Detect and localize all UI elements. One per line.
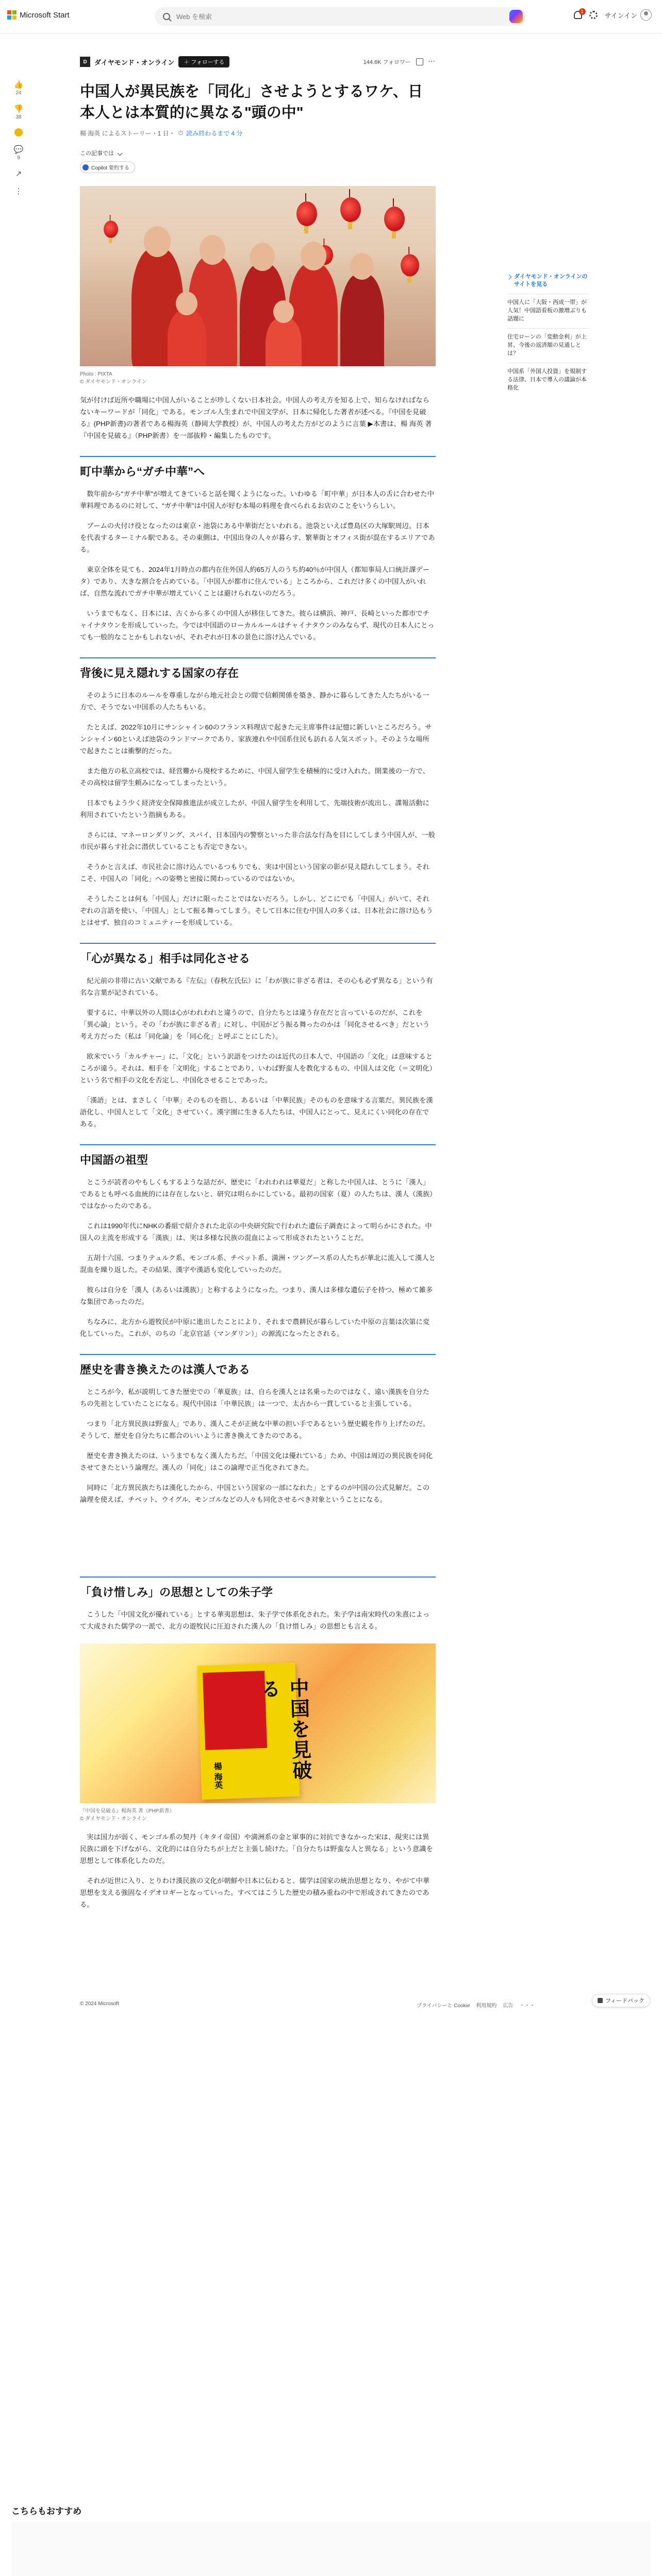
signin-label: サインイン	[604, 11, 637, 20]
like-count: 24	[15, 90, 22, 96]
person-figure	[266, 317, 302, 366]
open-external-icon[interactable]	[416, 58, 423, 65]
footer-link-privacy[interactable]: プライバシーと Cookie	[417, 2003, 470, 2009]
search-bar[interactable]	[155, 7, 526, 26]
share-button[interactable]	[11, 169, 26, 178]
ai-summary-label: この記事では	[80, 150, 114, 157]
body-paragraph: 要するに、中華以外の人間は心がわれわれと違うので、自分たちとは違う存在だと言っているのだが、これを「異心論」という。その「わが族に非ざる者」に対し、中国がどう振る舞ったのかは「同化させるべき」だという考え方だった（私は「同化論」を「同心化」と呼ぶことにした）。	[80, 1009, 430, 1040]
byline	[80, 129, 436, 138]
promo-site-link[interactable]	[507, 273, 590, 289]
article	[80, 55, 436, 1910]
article-body	[80, 394, 436, 1910]
body-paragraph: 「漢語」とは、まさしく「中華」そのものを指し、あるいは「中華民族」そのものを意味する言葉だ。異民族を漢語化し、中国人として「文化」させていく。漢字圏に生きる人たちは、中国人にとって、見えにくい同化の存在である。	[80, 1096, 433, 1128]
copilot-chip-label: Copilot 要約する	[91, 165, 129, 171]
body-paragraph: たとえば、2022年10月にサンシャイン60のフランス料理店で起きた元主席事件は記憶に新しいところだろう。サンシャイン60といえば池袋のランドマークであり、家族連れや中国系住民も訪れる人気スポット。そのような場所で起きたことは衝撃的だった。	[80, 723, 432, 755]
body-paragraph: ところが今、私が説明してきた歴史での「華夏族」は、自らを漢人とは名乗ったのではなく、遠い漢族を自分たちの先祖としていたことになる。現代中国は「中華民族」は一つで、太古から一貫していると主張している。	[80, 1388, 429, 1408]
author-line: 楊 海英 によるストーリー・1 日・	[80, 130, 175, 137]
promo-item[interactable]: 中国系「外国人投資」を規制する法律、日本で導入の議論が本格化	[507, 363, 590, 392]
feedback-label: フィードバック	[605, 1998, 644, 2004]
lantern-decoration	[401, 254, 419, 276]
chevron-right-icon	[507, 275, 512, 280]
more-button[interactable]	[11, 187, 26, 196]
publisher-logo-icon[interactable]: D	[80, 57, 90, 67]
reaction-rail	[11, 80, 27, 204]
feedback-button[interactable]	[592, 1994, 650, 2007]
person-head	[301, 242, 326, 270]
body-paragraph: 東京全体を見ても、2024年1月時点の都内在住外国人約65万人のうち約40％が中国人（都知事局人口統計課データ）であり、大きな割合を占めている。「中国人が都市に住んでいる」ところから、これだけ多くの中国人がいれば、自然な流れでガチ中華が増えていくことは避けられないのだろう。	[80, 566, 430, 597]
footer-link-more[interactable]: ・・・	[519, 2003, 535, 2009]
body-paragraph: 歴史を書き換えたのは、いうまでもなく漢人たちだ。「中国文化は優れている」ため、中国は周辺の異民族を同化させてきたという論理だ。漢人の「同化」はこの論理で正当化されてきた。	[80, 1452, 433, 1471]
section-heading: 「心が異なる」相手は同化させる	[80, 943, 436, 967]
hero-image	[80, 186, 436, 366]
search-icon	[163, 13, 170, 20]
lantern-decoration	[296, 201, 317, 226]
like-button[interactable]	[11, 80, 26, 96]
body-paragraph: とこうが読者のやもしくもするような話だが、歴史に「われわれは華夏だ」と称した中国人は、とうに「漢人」であるとも呼べる血統的には存在しないと、研究は明らかにしている。最初の国家（夏）の人たちは、漢人（漢族）ではなかったのである。	[80, 1178, 433, 1210]
footer-link-ads[interactable]: 広告	[503, 2003, 514, 2009]
person-head	[273, 300, 294, 323]
footer-link-terms[interactable]: 利用規約	[476, 2003, 497, 2009]
recommend-heading: こちらもおすすめ	[11, 2506, 82, 2516]
body-paragraph: これは1990年代にNHKの番組で紹介された北京の中央研究院で行われた遺伝子調査によって明らかにされた。中国人の主流を形成する「漢族」は、実は多様な民族の混血によって形成されたということだ。	[80, 1222, 432, 1242]
person-head	[350, 253, 374, 280]
person-head	[250, 243, 275, 271]
person-figure	[168, 310, 206, 366]
more-icon: ⋮	[14, 187, 23, 196]
body-paragraph: そのように日本のルールを尊重しながら地元社会との間で信頼関係を築き、静かに暮らしてきた人たちがいる一方で、そうでない中国系の人たちもいる。	[80, 691, 429, 711]
copilot-icon[interactable]	[509, 10, 523, 23]
body-paragraph: さらには、マネーロンダリング、スパイ、日本国内の警察といった非合法な行為を目にしてしまう中国人が、一般市民が暮らす社会に潜伏していることも否定できない。	[80, 831, 435, 851]
read-time: 読み終わるまで 4 分	[186, 130, 243, 137]
follower-count: 144.6K フォロワー	[363, 59, 411, 65]
hero-caption-text: Photo : PIXTA	[80, 371, 112, 377]
body-paragraph: 紀元前の非帯に古い文献である『左伝』（春秋左氏伝）に「わが族に非ざる者は、その心も必ず異なる」という有名な言葉が記されている。	[80, 977, 433, 996]
body-paragraph: また他方の私立高校では、経営難から廃校するために、中国人留学生を積極的に受け入れた。開業後の一方で、その高校は留学生頼みになってしまったという。	[80, 767, 429, 787]
section-heading: 中国語の祖型	[80, 1144, 436, 1168]
body-paragraph: 日本でもよう少く経済安全保障推進法が成立したが、中国人留学生を利用して、先端技術が流出し、諜報活動に利用されていたという指摘もある。	[80, 799, 429, 819]
comment-icon: 💬	[13, 145, 24, 154]
section-heading: 背後に見え隠れする国家の存在	[80, 657, 436, 681]
spacer	[80, 1505, 436, 1562]
body-paragraph: ブームの火付け役となったのは東京・池袋にある中華街だといわれる。池袋といえば豊島区の大塚駅周辺。日本を代表するターミナル駅である。その東側は、中国出身の人々が暮らす、繁華街とオフィス街が混在するエリアである。	[80, 522, 435, 553]
section-heading: 「負け惜しみ」の思想としての朱子学	[80, 1577, 436, 1600]
thumbs-up-icon: 👍	[13, 80, 24, 89]
recommend-feed	[11, 2522, 651, 2576]
hero-caption	[80, 370, 436, 386]
body-paragraph: そうしたことは何も「中国人」だけに限ったことではないだろう。しかし、どこにでも「中国人」がいて、それぞれの言語を使い、「中国人」として振る舞ってしまう。そして日本に住む中国人の多くは、日本社会に溶け込もうとはせず、独自のコミュニティーを形成している。	[80, 895, 433, 926]
more-options-icon[interactable]: ···	[428, 59, 436, 65]
body-paragraph: つまり「北方異民族は野蛮人」であり、漢人こそが正統な中華の担い手であるという歴史観を作り上げたのだ。そうして、歴史を自分たちに都合のいいように書き換えてきたのである。	[80, 1420, 430, 1439]
brand-logo[interactable]	[7, 10, 70, 20]
promo-item[interactable]: 住宅ローンの「変動金利」が上昇、今後の返済額の見通しとは？	[507, 328, 590, 358]
dislike-count: 38	[15, 114, 22, 120]
notification-badge: 1	[579, 8, 586, 15]
body-paragraph: そうかと言えば、市民社会に溶け込んでいるつもりでも、実は中国という国家の影が見え隠れしてしまう。それこそ、中国人の「同化」への姿勢と密接に関わっているのではないか。	[80, 863, 430, 883]
body-paragraph: 五胡十六国、つまりテュルク系、モンゴル系、チベット系、満洲・ツングース系の人たちが華北に流入して漢人と混血を繰り返した。その結果、漢字や漢語も変化していったのだ。	[80, 1254, 436, 1274]
body-paragraph: こうした「中国文化が優れている」とする華夷思想は、朱子学で体系化された。朱子学は南宋時代の朱熹によって大成された儒学の一派で、北方の遊牧民に圧迫された漢人の「負け惜しみ」の思想とも言える。	[80, 1611, 430, 1630]
share-icon: ↗	[15, 170, 22, 178]
ai-summary-toggle[interactable]	[80, 149, 286, 157]
body-paragraph: 欧米でいう「カルチャー」に、「文化」という訳語をつけたのは近代の日本人で、中国語の「文化」は意味するところが違う。それは、相手を「文明化」することであり、いわば野蛮人を教化するもの、中国人は文化（＝文明化）という名で相手の文化を否定し、中国化させることであった。	[80, 1053, 433, 1084]
settings-gear-icon[interactable]	[589, 11, 598, 19]
lantern-decoration	[384, 207, 405, 231]
publisher-promo	[507, 273, 590, 392]
comment-button[interactable]	[11, 145, 26, 161]
article-title: 中国人が異民族を「同化」させようとするワケ、日本人とは本質的に異なる"頭の中"	[80, 83, 423, 121]
section-heading: 歴史を書き換えたのは漢人である	[80, 1354, 436, 1378]
publisher-bar	[80, 55, 436, 69]
person-head	[200, 235, 225, 265]
body-paragraph: 同時に「北方異民族たちは漢化したから、中国という国家の一部になれた」とするのが中国の公式見解だ。この論理を使えば、チベット、ウイグル、モンゴルなどの人々も同化させるべき対象ということになる。	[80, 1484, 430, 1503]
avatar-icon	[640, 9, 652, 21]
clock-icon: ⏱	[178, 129, 184, 137]
smile-icon	[14, 128, 23, 137]
ai-summary-box	[80, 149, 286, 174]
intro-paragraph: 気が付けば近所や職場に中国人がいることが珍しくない日本社会。中国人の考え方を知る上で、知らなければならないキーワードが「同化」である。モンゴル人生まれで中国文学が、日本に帰化した著者が述べる。『中国を見破る』(PHP新書)の著者である楊海英（静岡大学教授）が、中国人の考えた方がどのように言葉 ▶本書は、楊 海英 著『中国を見破る』（PHP新書）を一部抜粋・編集したものです。	[80, 396, 432, 439]
copilot-chip-icon	[82, 164, 89, 171]
book-cover	[197, 1663, 311, 1800]
book-cover-title: 中国を見破る	[257, 1677, 311, 1782]
reaction-emoji-button[interactable]	[11, 128, 26, 137]
section-heading: 町中華から“ガチ中華”へ	[80, 456, 436, 480]
follow-button[interactable]: ＋ フォローする	[178, 56, 229, 67]
body-paragraph: 実は国力が弱く、モンゴル系の契丹（キタイ帝国）や満洲系の金と軍事的に対抗できなかった宋は、現実には異民族に頭を下げながら、文化的には自分たちが上だと主張し続けた。「自分たちは野蛮な人と異なる」という意識を思想として体系化したのだ。	[80, 1833, 433, 1865]
lantern-decoration	[340, 197, 361, 222]
body-paragraph: 数年前から“ガチ中華”が増えてきていると話を聞くようになった。いわゆる「町中華」が日本人の舌に合わせた中華料理であるのに対して、“ガチ中華”は中国人が好む本場の料理を食べられるお店のことをいうらしい。	[80, 490, 434, 510]
promo-item[interactable]: 中国人に「大阪・西成一帯」が人気！中国語看板の激増ぶりも話題に	[507, 294, 590, 323]
hero-credit: © ダイヤモンド・オンライン	[80, 379, 147, 385]
brand-name: Microsoft Start	[20, 10, 70, 20]
body-paragraph: ちなみに、北方から遊牧民が中原に進出したことにより、それまで農耕民が暮らしていた中原の言葉は次第に変化していった。これが、のちの「北京官話（マンダリン）」の源流になったとされる。	[80, 1318, 430, 1337]
body-paragraph: いうまでもなく、日本には、古くから多くの中国人が移住してきた。彼らは横浜、神戸、長崎といった都市でチャイナタウンを形成していった。今では中国語のローカルルールはチャイナタウンのみならず、現代の日本人にとっても一般的なことかもしれないが、それぞれが日本の景色に溶け込んでいる。	[80, 609, 435, 641]
copilot-summary-chip[interactable]	[80, 161, 135, 173]
book-image	[80, 1643, 436, 1803]
publisher-name[interactable]: ダイヤモンド・オンライン	[94, 58, 175, 66]
signin-button[interactable]	[605, 9, 652, 21]
person-figure	[340, 274, 384, 366]
top-bar	[0, 0, 662, 33]
feedback-icon	[598, 1998, 603, 2003]
body-paragraph: それが近世に入り、とりわけ漢民族の文化が朝鮮や日本に伝わると、儒学は国家の統治思想となり、やがて中華思想を支える強固なイデオロギーとなっていった。すべてはこうした歴史の積み重ねの中で形成されてきたのである。	[80, 1877, 430, 1908]
person-head	[176, 292, 197, 315]
book-cover-author: 楊 海英	[212, 1761, 222, 1789]
lantern-decoration	[104, 221, 118, 238]
body-paragraph: 彼らは自分を「漢人（あるいは漢族）」と称するようになった。つまり、漢人は多様な遺伝子を持つ、極めて雑多な集団であったのだ。	[80, 1286, 433, 1306]
book-caption-text: 『中国を見破る』楊海英 著（PHP新書）	[80, 1808, 175, 1814]
chevron-down-icon	[118, 150, 123, 156]
promo-head-label: ダイヤモンド・オンラインのサイトを見る	[514, 274, 588, 287]
footer-bar	[0, 1998, 662, 2011]
dislike-button[interactable]	[11, 104, 26, 120]
book-caption	[80, 1807, 436, 1823]
copyright: © 2024 Microsoft	[80, 2001, 119, 2007]
person-head	[144, 226, 171, 257]
thumbs-down-icon: 👎	[13, 105, 24, 113]
microsoft-logo-icon	[7, 10, 16, 20]
book-credit: © ダイヤモンド・オンライン	[80, 1816, 147, 1822]
comment-count: 9	[17, 155, 20, 161]
notification-bell-icon[interactable]	[574, 11, 582, 19]
search-input[interactable]	[170, 7, 509, 26]
